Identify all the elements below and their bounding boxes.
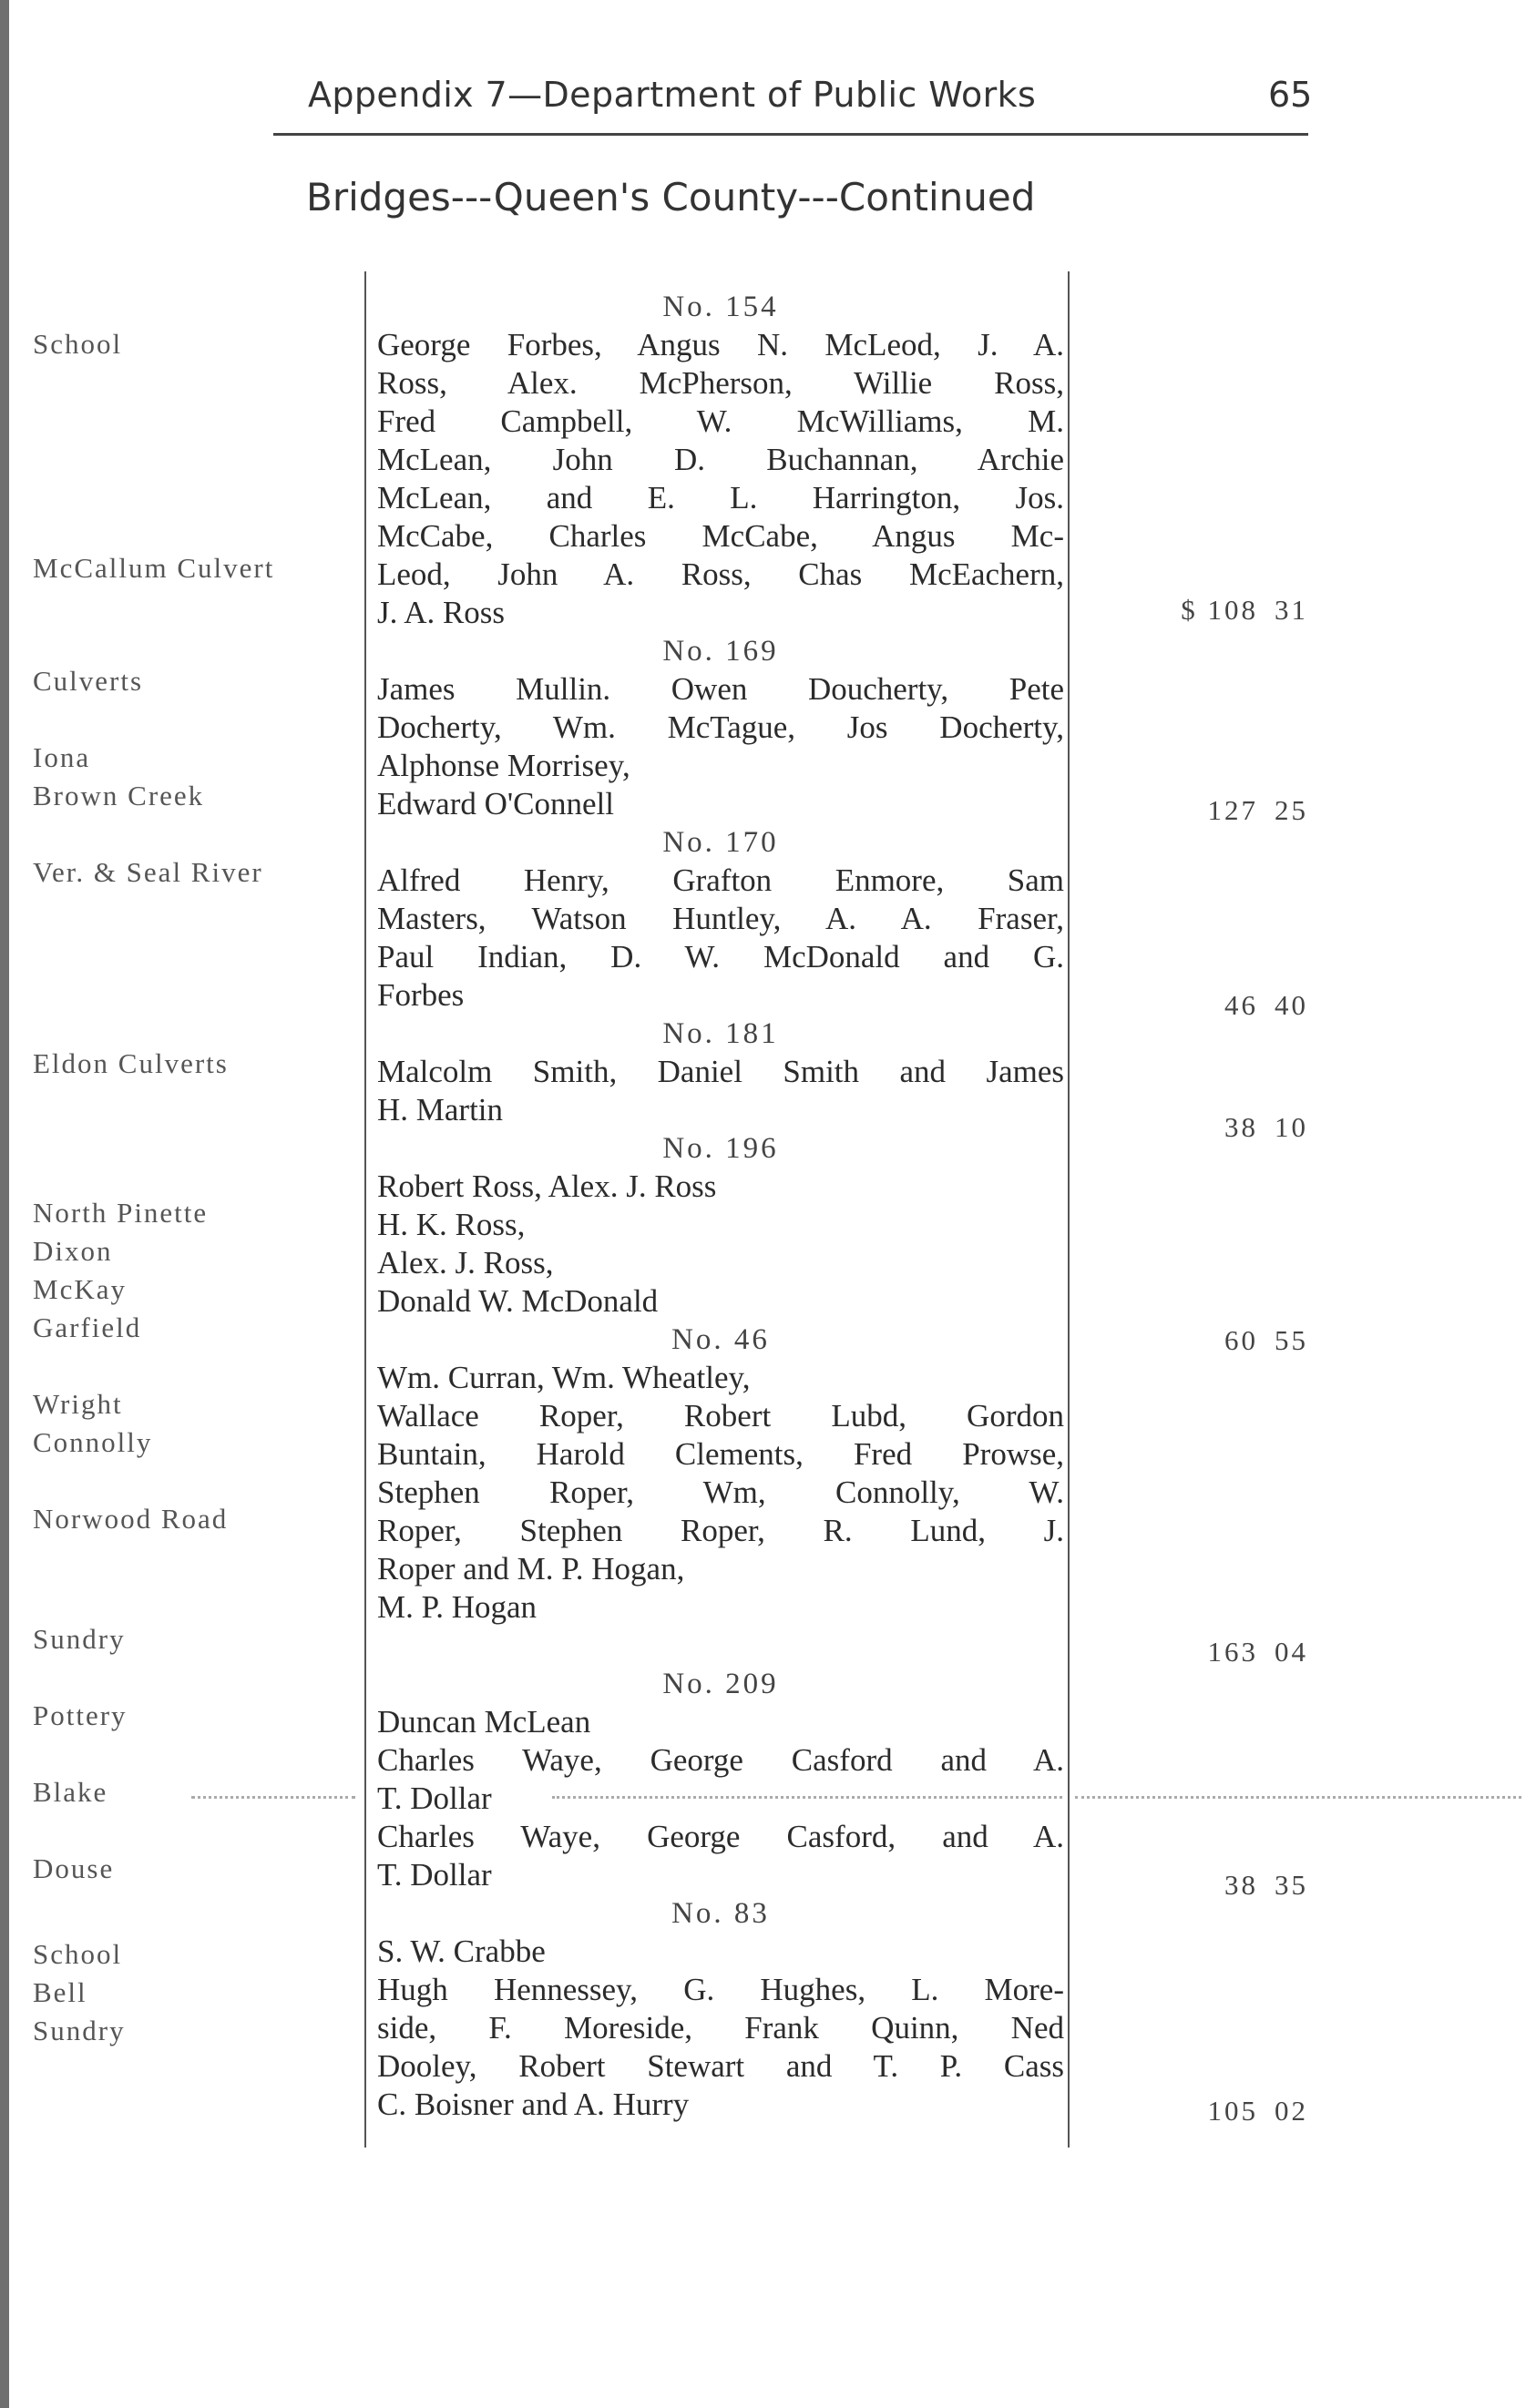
body-line: Buntain, Harold Clements, Fred Prowse, [377, 1436, 1064, 1472]
stub-label: Culverts [33, 665, 144, 697]
body-line: Charles Waye, George Casford and A. [377, 1742, 1064, 1778]
body-line: S. W. Crabbe [377, 1934, 546, 1969]
body-line: Charles Waye, George Casford, and A. [377, 1819, 1064, 1854]
body-line: Malcolm Smith, Daniel Smith and James [377, 1054, 1064, 1089]
amount-cents: 35 [1275, 1869, 1308, 1901]
stub-label: Dixon [33, 1235, 113, 1267]
amount-dollars: 46 [1224, 989, 1258, 1021]
body-line: Fred Campbell, W. McWilliams, M. [377, 403, 1064, 439]
body-line: Roper, Stephen Roper, R. Lund, J. [377, 1513, 1064, 1548]
section-number: No. 196 [662, 1132, 779, 1165]
scan-edge [0, 0, 9, 2408]
section-number: No. 154 [662, 291, 779, 323]
running-head: Appendix 7—Department of Public Works [308, 75, 1037, 115]
stub-label: Blake [33, 1776, 108, 1808]
body-line: McLean, John D. Buchannan, Archie [377, 442, 1064, 477]
body-line: Alphonse Morrisey, [377, 748, 630, 783]
amount [1224, 1322, 1308, 1359]
amount-dollars: 127 [1207, 794, 1258, 826]
amount [1208, 2093, 1309, 2129]
body-line: Wallace Roper, Robert Lubd, Gordon [377, 1398, 1064, 1434]
body-line: Forbes [377, 977, 465, 1013]
body-line: T. Dollar [377, 1780, 492, 1816]
body-line: Alex. J. Ross, [377, 1245, 554, 1281]
stub-label: School [33, 1938, 123, 1970]
body-line: Ross, Alex. McPherson, Willie Ross, [377, 365, 1064, 401]
amount-cents: 02 [1275, 2095, 1308, 2127]
amount-cents: 25 [1275, 794, 1308, 826]
stub-label: Douse [33, 1852, 115, 1884]
amount-cents: 40 [1275, 989, 1308, 1021]
body-line: M. P. Hogan [377, 1589, 538, 1625]
amount [1224, 1867, 1308, 1903]
column-rule-right [1068, 271, 1070, 2148]
section-number: No. 83 [671, 1897, 770, 1930]
dot-leader [1075, 1796, 1521, 1799]
section-number: No. 181 [662, 1017, 779, 1050]
body-line: Paul Indian, D. W. McDonald and G. [377, 939, 1064, 974]
page-title: Bridges---Queen's County---Continued [306, 175, 1036, 219]
amount [1224, 1109, 1308, 1146]
page-number: 65 [1268, 75, 1313, 115]
stub-label: North Pinette [33, 1197, 209, 1229]
section-number: No. 209 [662, 1668, 779, 1700]
stub-label: Sundry [33, 2015, 126, 2046]
body-line: Stephen Roper, Wm, Connolly, W. [377, 1474, 1064, 1510]
section-number: No. 170 [662, 826, 779, 859]
amount [1181, 592, 1308, 628]
body-line: Duncan McLean [377, 1704, 591, 1740]
body-line: Hugh Hennessey, G. Hughes, L. More- [377, 1972, 1064, 2007]
stub-label: Iona [33, 741, 91, 773]
amount-cents: 04 [1275, 1636, 1308, 1668]
amount-dollars: 38 [1224, 1111, 1258, 1143]
stub-label: Eldon Culverts [33, 1047, 229, 1079]
amount-dollars: 105 [1207, 2095, 1258, 2127]
amount-dollars: $ 108 [1181, 594, 1258, 626]
amount-cents: 31 [1275, 594, 1308, 626]
amount-dollars: 60 [1224, 1324, 1258, 1356]
body-line: Alfred Henry, Grafton Enmore, Sam [377, 862, 1064, 898]
body-line: H. K. Ross, [377, 1207, 526, 1242]
stub-label: Pottery [33, 1699, 128, 1731]
body-line: McLean, and E. L. Harrington, Jos. [377, 480, 1064, 515]
amount [1208, 792, 1309, 829]
amount-dollars: 163 [1207, 1636, 1258, 1668]
stub-label: Connolly [33, 1426, 153, 1458]
amount-cents: 55 [1275, 1324, 1308, 1356]
body-line: Robert Ross, Alex. J. Ross [377, 1168, 717, 1204]
stub-label: Garfield [33, 1311, 142, 1343]
column-rule-left [364, 271, 366, 2148]
amount [1224, 987, 1308, 1024]
stub-label: Norwood Road [33, 1503, 229, 1535]
body-line: Docherty, Wm. McTague, Jos Docherty, [377, 709, 1064, 745]
stub-label: Ver. & Seal River [33, 856, 263, 888]
body-line: T. Dollar [377, 1857, 492, 1893]
stub-label: McCallum Culvert [33, 552, 275, 584]
body-line: George Forbes, Angus N. McLeod, J. A. [377, 327, 1064, 362]
body-line: Leod, John A. Ross, Chas McEachern, [377, 556, 1064, 592]
section-number: No. 46 [671, 1323, 770, 1356]
body-line: side, F. Moreside, Frank Quinn, Ned [377, 2010, 1064, 2046]
body-line: J. A. Ross [377, 595, 506, 630]
body-line: Wm. Curran, Wm. Wheatley, [377, 1360, 751, 1395]
body-line: James Mullin. Owen Doucherty, Pete [377, 671, 1064, 707]
header-rule [273, 133, 1308, 136]
body-line: Donald W. McDonald [377, 1283, 659, 1319]
amount-dollars: 38 [1224, 1869, 1258, 1901]
stub-label: Bell [33, 1976, 87, 2008]
amount-cents: 10 [1275, 1111, 1308, 1143]
stub-label: Brown Creek [33, 780, 205, 811]
body-line: Dooley, Robert Stewart and T. P. Cass [377, 2048, 1064, 2084]
dot-leader [191, 1796, 355, 1799]
stub-label: Wright [33, 1388, 123, 1420]
stub-label: Sundry [33, 1623, 126, 1655]
body-line: H. Martin [377, 1092, 504, 1127]
section-number: No. 169 [662, 635, 779, 668]
body-line: Edward O'Connell [377, 786, 615, 821]
stub-label: McKay [33, 1273, 127, 1305]
body-line: Roper and M. P. Hogan, [377, 1551, 685, 1587]
body-line: Masters, Watson Huntley, A. A. Fraser, [377, 901, 1064, 936]
body-line: C. Boisner and A. Hurry [377, 2087, 690, 2122]
amount [1208, 1634, 1309, 1670]
stub-label: School [33, 328, 123, 360]
body-line: McCabe, Charles McCabe, Angus Mc- [377, 518, 1064, 554]
